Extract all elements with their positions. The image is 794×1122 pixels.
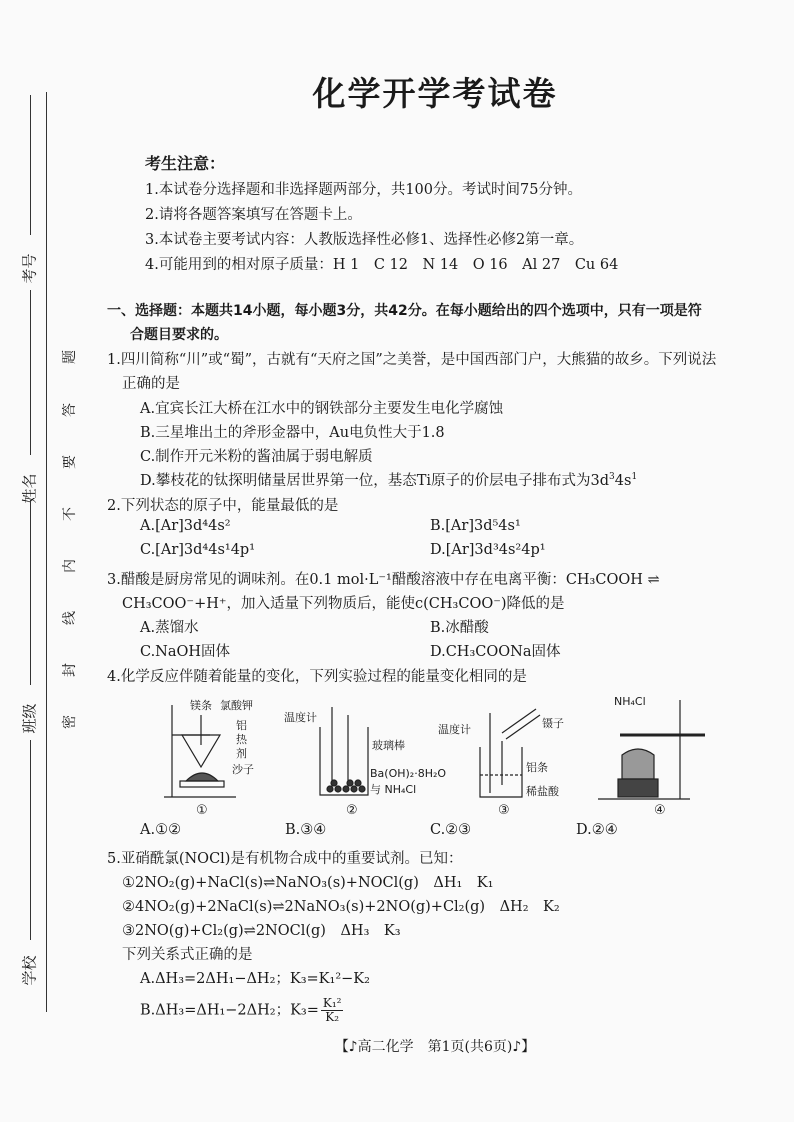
q3-option-d: D.CH₃COONa固体: [430, 644, 561, 660]
label-tweezers: 镊子: [542, 717, 564, 730]
seal-char: 密: [62, 715, 78, 729]
section-heading-line2: 合题目要求的。: [130, 327, 228, 343]
blank-line-exam-number: [30, 95, 31, 235]
label-al: 铝: [236, 719, 247, 732]
q3-option-a: A.蒸馏水: [140, 620, 199, 636]
q4-option-c: C.②③: [430, 822, 472, 838]
school-label: 学校: [20, 955, 39, 986]
figure-number-1: ①: [196, 803, 208, 818]
q3-stem-line2: CH₃COO⁻+H⁺，加入适量下列物质后，能使c(CH₃COO⁻)降低的是: [122, 596, 565, 612]
seal-char: 不: [62, 507, 78, 521]
fraction-denominator: K₂: [325, 1010, 340, 1024]
figure-2-beaker: [320, 707, 368, 795]
q2-stem: 2.下列状态的原子中，能量最低的是: [107, 498, 339, 514]
label-heat: 热: [236, 733, 247, 746]
q1-option-d: [140, 469, 637, 490]
q5-stem: 5.亚硝酰氯(NOCl)是有机物合成中的重要试剂。已知：: [107, 851, 463, 867]
q4-stem: 4.化学反应伴随着能量的变化，下列实验过程的能量变化相同的是: [107, 669, 527, 685]
label-thermometer-2: 温度计: [438, 723, 471, 736]
q5-reaction-2: ②4NO₂(g)+2NaCl(s)⇌2NaNO₃(s)+2NO(g)+Cl₂(g) ΔH₂ K₂: [122, 899, 560, 915]
notice-item: 2.请将各题答案填写在答题卡上。: [145, 207, 362, 223]
binding-line: [46, 92, 47, 1012]
q2-option-a: A.[Ar]3d⁴4s²: [140, 518, 231, 534]
blank-line-name: [30, 290, 31, 455]
label-glass-rod: 玻璃棒: [372, 739, 405, 752]
q3-option-b: B.冰醋酸: [430, 620, 489, 636]
q4-option-a: A.①②: [140, 822, 182, 838]
q2-option-c: C.[Ar]3d⁴4s¹4p¹: [140, 542, 256, 558]
q5-option-b: [140, 997, 343, 1024]
class-label: 班级: [20, 703, 39, 734]
q1-option-d-sup2: 1: [631, 472, 638, 483]
q1-option-d-text: D.攀枝花的钛探明储量居世界第一位，基态Ti原子的价层电子排布式为3d: [140, 473, 610, 489]
exam-number-label: 考号: [20, 253, 39, 284]
seal-char: 内: [62, 559, 78, 573]
q5-ask: 下列关系式正确的是: [122, 947, 253, 963]
q2-option-b: B.[Ar]3d⁵4s¹: [430, 518, 521, 534]
q4-option-d: D.②④: [576, 822, 618, 838]
q5-option-a: A.ΔH₃=2ΔH₁−ΔH₂；K₃=K₁²−K₂: [140, 971, 370, 987]
notice-heading: 考生注意：: [145, 154, 226, 173]
seal-char: 答: [62, 403, 78, 417]
q3-stem-line1: 3.醋酸是厨房常见的调味剂。在0.1 mol·L⁻¹醋酸溶液中存在电离平衡：CH₃COOH ⇌: [107, 572, 660, 588]
notice-item: 1.本试卷分选择题和非选择题两部分，共100分。考试时间75分钟。: [145, 182, 582, 198]
q2-option-d: D.[Ar]3d³4s²4p¹: [430, 542, 546, 558]
figure-4-heating: [598, 700, 705, 799]
seal-char: 线: [62, 611, 78, 625]
notice-item: 4.可能用到的相对原子质量：H 1 C 12 N 14 O 16 Al 27 Cu 64: [145, 257, 619, 273]
q4-apparatus-figures: [150, 695, 710, 820]
q4-option-b: B.③④: [285, 822, 327, 838]
figure-1-thermite: [164, 705, 236, 797]
label-reagent: Ba(OH)₂·8H₂O: [370, 767, 447, 780]
q1-option-a: A.宜宾长江大桥在江水中的钢铁部分主要发生电化学腐蚀: [140, 401, 504, 417]
label-nh4cl: NH₄Cl: [614, 695, 646, 708]
q1-option-d-mid: 4s: [614, 473, 632, 489]
q1-option-c: C.制作开元米粉的酱油属于弱电解质: [140, 449, 373, 465]
fraction-numerator: K₁²: [322, 996, 342, 1010]
label-agent: 剂: [236, 747, 247, 760]
q5-reaction-3: ③2NO(g)+Cl₂(g)⇌2NOCl(g) ΔH₃ K₃: [122, 923, 401, 939]
label-sand: 沙子: [232, 763, 254, 776]
label-al-strip: 铝条: [526, 761, 548, 774]
seal-char: 要: [62, 455, 78, 469]
label-mg: 镁条: [190, 699, 212, 712]
figure-number-4: ④: [654, 803, 666, 818]
figure-number-3: ③: [498, 803, 510, 818]
q5-option-b-text: B.ΔH₃=ΔH₁−2ΔH₂；K₃=: [140, 1002, 319, 1019]
blank-line-school: [30, 740, 31, 940]
q1-stem-line1: 1.四川简称“川”或“蜀”，古就有“天府之国”之美誉，是中国西部门户，大熊猫的故乡。下列说法: [107, 352, 717, 368]
label-thermometer-1: 温度计: [284, 711, 317, 724]
blank-line-class: [30, 500, 31, 685]
notice-item: 3.本试卷主要考试内容：人教版选择性必修1、选择性必修2第一章。: [145, 232, 584, 248]
q1-stem-line2: 正确的是: [122, 376, 180, 392]
page-footer: 【♪高二化学 第1页(共6页)♪】: [334, 1039, 536, 1055]
q3-option-c: C.NaOH固体: [140, 644, 231, 660]
seal-char: 封: [62, 663, 78, 677]
q1-option-d-sup1: 3: [609, 472, 615, 483]
label-reagent-2: 与 NH₄Cl: [370, 783, 417, 796]
label-hcl: 稀盐酸: [526, 785, 559, 798]
q5-reaction-1: ①2NO₂(g)+NaCl(s)⇌NaNO₃(s)+NOCl(g) ΔH₁ K₁: [122, 875, 494, 891]
apparatus-drawings: [150, 695, 710, 820]
figure-number-2: ②: [346, 803, 358, 818]
q5-option-b-fraction: [321, 997, 344, 1024]
name-label: 姓名: [20, 473, 39, 504]
section-heading-line1: 一、选择题：本题共14小题，每小题3分，共42分。在每小题给出的四个选项中，只有一项是符: [107, 303, 702, 319]
q1-option-b: B.三星堆出土的斧形金器中，Au电负性大于1.8: [140, 425, 445, 441]
label-kclo3: 氯酸钾: [220, 699, 253, 712]
seal-char: 题: [62, 350, 78, 364]
page-title: 化学开学考试卷: [312, 74, 558, 113]
